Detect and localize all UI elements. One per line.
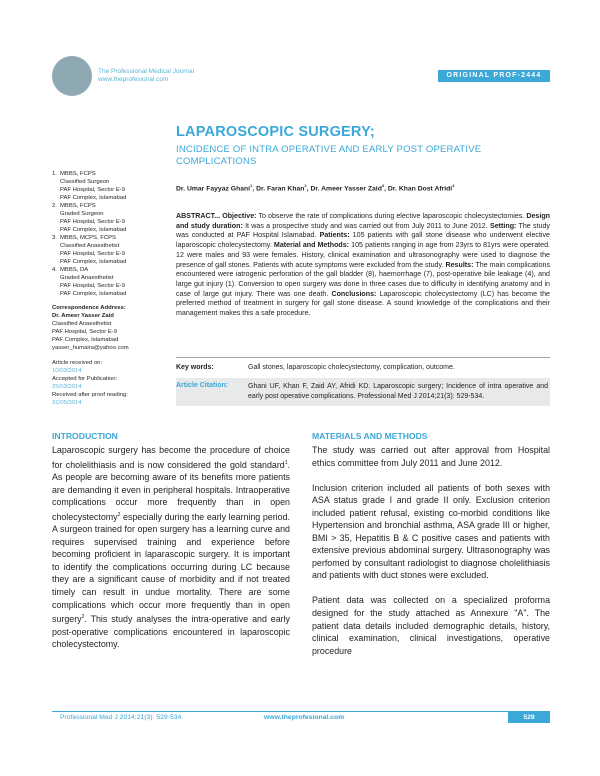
author-name: Dr. Umar Fayyaz Ghani (176, 185, 251, 193)
methods-body (312, 444, 550, 657)
correspondence-name: Dr. Ameer Yasser Zaid (52, 313, 114, 319)
author-name: Dr. Khan Dost Afridi (387, 185, 453, 193)
journal-url[interactable]: www.theprofesional.com (98, 76, 169, 83)
author-affil-marker: 4 (452, 183, 455, 188)
citation-row (176, 378, 550, 406)
accepted-date: 25/03/2014 (52, 384, 82, 390)
author-name: Dr. Faran Khan (256, 185, 305, 193)
accepted-label: Accepted for Publication: (52, 376, 118, 382)
page-number: 529 (508, 712, 550, 723)
proof-date: 31/05/2014 (52, 400, 82, 406)
methods-paragraph: Patient data was collected on a specialized proforma designed for the study attached as Annexure "A". The patient data details included demographic details, history, clinical examination, clinical investigations, operative procedure (312, 595, 550, 656)
correspondence-line: Classified Anaesthetist (52, 321, 112, 327)
author-affil-marker: 3 (381, 183, 385, 188)
correspondence-line: PAF Hospital, Sector E-9 (52, 329, 118, 335)
received-label: Article received on: (52, 360, 103, 366)
citation-label: Article Citation: (176, 382, 229, 389)
journal-logo (52, 56, 92, 96)
footer-citation: Professional Med J 2014;21(3): 529-534. (60, 714, 184, 721)
correspondence-line: PAF Complex, Islamabad (52, 337, 119, 343)
methods-heading: MATERIALS AND METHODS (312, 431, 428, 441)
affiliation-item: 2. MBBS, FCPS Graded Surgeon PAF Hospital, Sector E-9 PAF Complex, Islamabad (52, 203, 127, 233)
received-date: 10/03/2014 (52, 368, 82, 374)
article-subtitle: INCIDENCE OF INTRA OPERATIVE AND EARLY POST OPERATIVE COMPLICATIONS (176, 144, 482, 167)
author-affil-marker: 2 (304, 183, 307, 188)
author-sidebar (52, 170, 162, 407)
keywords-label: Key words: (176, 364, 214, 371)
footer-url[interactable]: www.theprofesional.com (264, 714, 345, 721)
correspondence-email[interactable]: yasser_humaira@yahoo.com (52, 345, 129, 351)
author-list: Dr. Umar Fayyaz Ghani$^1$, Dr. Faran Khan$^2$, Dr. Ameer Yasser Zaid$^3$, Dr. Khan Dost Afridi$^4$ (176, 183, 455, 193)
correspondence-heading: Correspondence Address: (52, 305, 126, 311)
methods-paragraph: The study was carried out after approval from Hospital ethics committee from July 2011 and June 2012. (312, 445, 550, 468)
keywords-text: Gall stones, laparoscopic cholecystectomy, complication, outcome. (248, 364, 455, 371)
introduction-body: Laparoscopic surgery has become the procedure of choice for cholelithiasis and is now considered the gold standard$^1$. As people are becoming aware of its benefits more patients are demanding it even in peripheral hospitals. Intraoperative complications occur more frequently than in open cholecystectomy$^2$ especially during the early learning period. A surgeon trained for open surgery has a learning curve and requires supervised training and experience before becoming proficient in laparascopic surgery. It is important to identify the complications occurring during LC because they are a significant cause of morbidity and if not treated timely can result in undue mortality. There are some complications which occur more frequently than in open surgery$^2$. This study analyses the intra-operative and early post-operative complications encountered in laparoscopic cholecystectomy. (52, 445, 290, 650)
author-affil-marker: 1 (250, 183, 253, 188)
article-type-badge: ORIGINAL PROF-2444 (438, 70, 550, 82)
affiliation-item: 3. MBBS, MCPS, FCPS Classified Anaesthetist PAF Hospital, Sector E-9 PAF Complex, Islamabad (52, 235, 127, 265)
introduction-heading: INTRODUCTION (52, 431, 118, 441)
affiliation-item: 1. MBBS, FCPS Classified Surgeon PAF Hospital, Sector E-9 PAF Complex, Islamabad (52, 171, 127, 201)
footer-divider (52, 711, 550, 712)
abstract: ABSTRACT... Objective: To observe the rate of complications during elective laparoscopic cholecystectomies. Design and study duration: It was a prospective study and was carried out from July 2011 to June 2012. Setting: The study was conducted at PAF Hospital Islamabad. Patients: 105 patients with gall stone disease who underwent elective laparoscopic cholecystectomy. Material and Methods: 105 patients ranging in age from 23yrs to 81yrs were operated. 12 were males and 93 were females. History, clinical examination and ultrasonography were used to diagnose the presence of gall stones. Patients with acute symptoms were excluded from the study. Results: The main complications encountered were iatrogenic perforation of the gall bladder (8), haemorrhage (7), post-operative bile leakage (4), and large gut injury (1). Conversion to open surgery was done in three cases due to difficulty in identifying anatomy and in case of large gut injury. There was one death. Conclusions: Laparoscopic cholecystectomy (LC) has become the preferred method of treatment in surgery for gall stone disease. A sound knowledge of the complications and their management makes this a safe procedure. (176, 212, 551, 318)
author-name: Dr. Ameer Yasser Zaid (310, 185, 382, 193)
journal-name: The Professional Medical Journal (98, 68, 195, 75)
affiliation-item: 4. MBBS, DA Graded Anaesthetist PAF Hospital, Sector E-9 PAF Complex, Islamabad (52, 267, 127, 297)
methods-paragraph: Inclusion criterion included all patients of both sexes with ASA status grade I and grade II only. Exclusion criterion included patient refusal, existing co-morbid conditions like Hypertension and bronchial asthma, ASA grade III or higher, BMI > 35, Hepatitis B & C positive cases and patients with extensive previous abdominal surgery. Ultrasonography was perfomed by consultant radiologist to diagnose cholelithiasis and patients with duct stones were excluded. (312, 482, 550, 581)
article-title: LAPAROSCOPIC SURGERY; (176, 124, 375, 140)
citation-text: Ghani UF, Khan F, Zaid AY, Afridi KD. Laparoscopic surgery; Incidence of intra operative and early post operative complications. Professional Med J 2014;21(3): 529-534. (248, 383, 548, 400)
proof-label: Received after proof reading: (52, 392, 128, 398)
keywords-citation-box (176, 357, 550, 405)
